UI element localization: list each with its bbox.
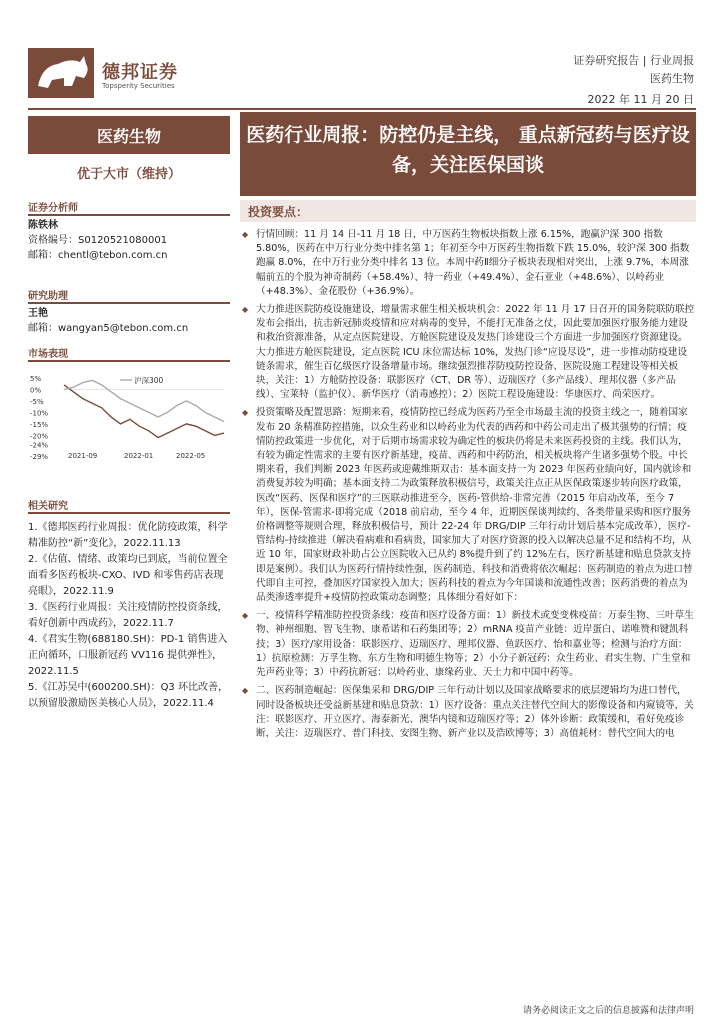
analyst-info bbox=[28, 218, 230, 263]
related-item[interactable]: 4.《君实生物(688180.SH)：PD-1 销售进入正向循环，口服新冠药 VV116 提供弹性》，2022.11.5 bbox=[28, 634, 228, 677]
y-tick-label: 5% bbox=[30, 375, 42, 383]
para-hospital-construction: ◆ 大力推进医院防疫设施建设，增量需求催生相关板块机会：2022 年 11 月 17 日召开的国务院联防联控发布会指出，抗击新冠肺炎疫情和应对病毒的变异，不能打无准备之仗，因此要加强医疗服务能力建设和救治资源准备，从定点医院建设、方舱医院建设及发热门诊建设三个方面进一步加强医疗资源建设。大力推进方舱医院建设，定点医院 ICU 床位需达标 10%，发热门诊“应设尽设”，进一步推动防疫建设链条需求，催生百亿级医疗设备增量市场。继续强烈推荐防疫防控设备、医院设施工程建设等相关板块，关注：1）方舱防控设备：联影医疗（CT、DR 等）、迈瑞医疗（多产品线）、理邦仪器（多产品线）、宝莱特（监护仪）、新华医疗（消毒感控）；2）医院工程设施建设：华康医疗、尚荣医疗。 bbox=[240, 303, 696, 402]
report-date: 2022 年 11 月 20 日 bbox=[587, 93, 694, 106]
y-tick-label: -20% bbox=[30, 432, 49, 441]
rating-label: 优于大市（维持） bbox=[76, 167, 181, 182]
para-epidemic-control: ◆ 一、疫情科学精准防控投资条线：疫苗和医疗设备方面：1）新技术或变变株疫苗：万泰生物、三叶草生物、神州细胞、智飞生物、康希诺和石药集团等；2）mRNA 疫苗产业链：近岸蛋白、诺唯赞和键凯科技；3）医疗/家用设备：联影医疗、迈瑞医疗、理邦仪器、鱼跃医疗、怡和嘉业等；检测与治疗方面：1）抗原检测：万孚生物、东方生物和明德生物等；2）小分子新冠药：众生药业、君实生物、广生堂和先声药业等；3）中药抗新冠：以岭药业、康缘药业、天士力和中国中药等。 bbox=[240, 609, 696, 680]
market-chart-svg bbox=[28, 370, 230, 470]
analyst-name: 陈铁林 bbox=[28, 220, 58, 231]
legend-label: 沪深300 bbox=[134, 376, 164, 385]
key-points-header: 投资要点： bbox=[240, 200, 696, 222]
y-tick-label: -5% bbox=[30, 397, 44, 406]
header-divider bbox=[28, 108, 696, 110]
related-item[interactable]: 3.《医药行业周报：关注疫情防控投资条线，看好创新中西成药》，2022.11.7 bbox=[28, 602, 228, 629]
company-name: 德邦证券 bbox=[102, 62, 178, 83]
company-logo bbox=[28, 48, 94, 98]
assistant-email[interactable]: 邮箱：wangyan5@tebon.com.cn bbox=[28, 323, 189, 334]
related-item[interactable]: 5.《江苏吴中(600200.SH)：Q3 环比改善，以预留股激励医美核心人员》，2022.11.4 bbox=[28, 682, 228, 709]
analyst-email[interactable]: 邮箱：chentl@tebon.com.cn bbox=[28, 250, 168, 261]
report-title: 医药行业周报：防控仍是主线， 重点新冠药与医疗设备，关注医保国谈 bbox=[240, 112, 696, 196]
assistant-section-title: 研究助理 bbox=[28, 284, 230, 304]
bull-icon bbox=[28, 48, 94, 98]
y-tick-label: -10% bbox=[30, 409, 49, 418]
para-manufacturing: ◆ 二、医药制造崛起：医保集采和 DRG/DIP 三年行动计划以及国家战略要求的底层逻辑均为进口替代，同时设备板块还受益新基建和贴息贷款：1）医疗设备：重点关注替代空间大的影像设备和内窥镜等，关注：联影医疗、开立医疗、海泰新光、澳华内镜和迈瑞医疗等；2）体外诊断：政策缓和，看好免疫诊断，关注：迈瑞医疗、普门科技、安图生物、新产业以及浩欧博等；3）高值耗材：替代空间大的电 bbox=[240, 684, 696, 741]
para-investment-strategy: ◆ 投资策略及配置思路：短期来看，疫情防控已经成为医药乃至全市场最主流的投资主线之一，随着国家发布 20 条精准防控措施，以众生药业和以岭药业为代表的西药和中药公司走出了极其强势的行情；疫情防控政策进一步优化，对于后期市场需求较为确定性的板块仍将是未来医药投资的主线。我们认为，有较为确定性需求的主要有医疗新基建，疫苗、西药和中药防治，相关板块将产生诸多强势个股。中长期来看，我们判断 2023 年医药或迎戴维斯双击：基本面支持一为 2023 年医药业绩向好，国内就诊和消费复苏较为明确；基本面支持二为政策释放积极信号，政策关注点正从医保政策逐步转向医疗政策，医改“医药、医保和医疗”的三医联动推进至今，医药-管供给-非常完善（2015 年启动改革，至今 7 年），医保-管需求-即将完成（2018 前启动，至今 4 年，近期医保谈判续约、各类带量采购和医疗服务价格调整等规则合理，释放积极信号，预计 22-24 年 DRG/DIP 三年行动计划后基本完成改革），医疗-管结构-持续推进（解决看病难和看病贵，国家加大了对医疗资源的投入以解决总量不足和结构不均，从近 10 年，国家财政补助占公立医院收入已从约 8%提升到了约 12%左右，医疗新基建和贴息贷款支持即是案例）。我们认为医药行情持续性强，医药制造、科技和消费将依次崛起：医药制造的着点为进口替代即自主可控，叠加医疗国家投入加大；医药科技的着点为今年国谈和流通性改善；医药消费的着点为品类渗透率提升+疫情防控政策动态调整；具体细分看好如下： bbox=[240, 406, 696, 605]
market-chart bbox=[28, 370, 230, 470]
related-section-title: 相关研究 bbox=[28, 494, 230, 514]
para-market-review: ◆ 行情回顾：11 月 14 日-11 月 18 日，中万医药生物板块指数上涨 6.15%，跑赢沪深 300 指数 5.80%，医药在中万行业分类中排名第 1；年初至今中万医药生物指数下跌 15.0%，较沪深 300 指数跑赢 8.0%，在中万行业分类中排名 13 位。本周中药Ⅱ细分子板块表现相对突出，上涨 9.7%，本周涨幅前五的个股为神奇制药（+58.4%）、特一药业（+49.4%）、金石亚业（+48.6%）、以岭药业（+48.3%）、金花股份（+36.9%）。 bbox=[240, 228, 696, 299]
key-points-body bbox=[240, 228, 696, 745]
y-tick-label: -29% bbox=[30, 453, 49, 461]
related-list bbox=[28, 520, 230, 712]
header-sector: 医药生物 bbox=[650, 72, 694, 85]
assistant-name: 王艳 bbox=[28, 308, 48, 319]
y-tick-label: -15% bbox=[30, 420, 49, 429]
company-name-en: Topsperity Securities bbox=[102, 82, 175, 90]
disclaimer: 请务必阅读正文之后的信息披露和法律声明 bbox=[522, 1006, 694, 1016]
market-section-title: 市场表现 bbox=[28, 342, 230, 362]
y-tick-label: 0% bbox=[30, 386, 42, 395]
related-item[interactable]: 1.《德邦医药行业周报：优化防疫政策，科学精准防控“新”变化》，2022.11.13 bbox=[28, 522, 228, 549]
analyst-section-title: 证券分析师 bbox=[28, 196, 230, 216]
series-line-pharma bbox=[64, 385, 224, 438]
report-type: 证券研究报告 | 行业周报 bbox=[573, 54, 694, 67]
sector-label: 医药生物 bbox=[28, 116, 230, 154]
x-tick-label: 2022-05 bbox=[176, 452, 206, 460]
x-tick-label: 2021-09 bbox=[68, 452, 98, 460]
related-item[interactable]: 2.《估值、情绪、政策均已到底，当前位置全面看多医药板块-CXO、IVD 和零售药店表现亮眼》，2022.11.9 bbox=[28, 554, 228, 597]
analyst-cert: 资格编号：S0120521080001 bbox=[28, 235, 168, 246]
assistant-info bbox=[28, 306, 230, 336]
x-tick-label: 2022-01 bbox=[124, 452, 154, 460]
y-tick-label: -24% bbox=[30, 441, 49, 450]
